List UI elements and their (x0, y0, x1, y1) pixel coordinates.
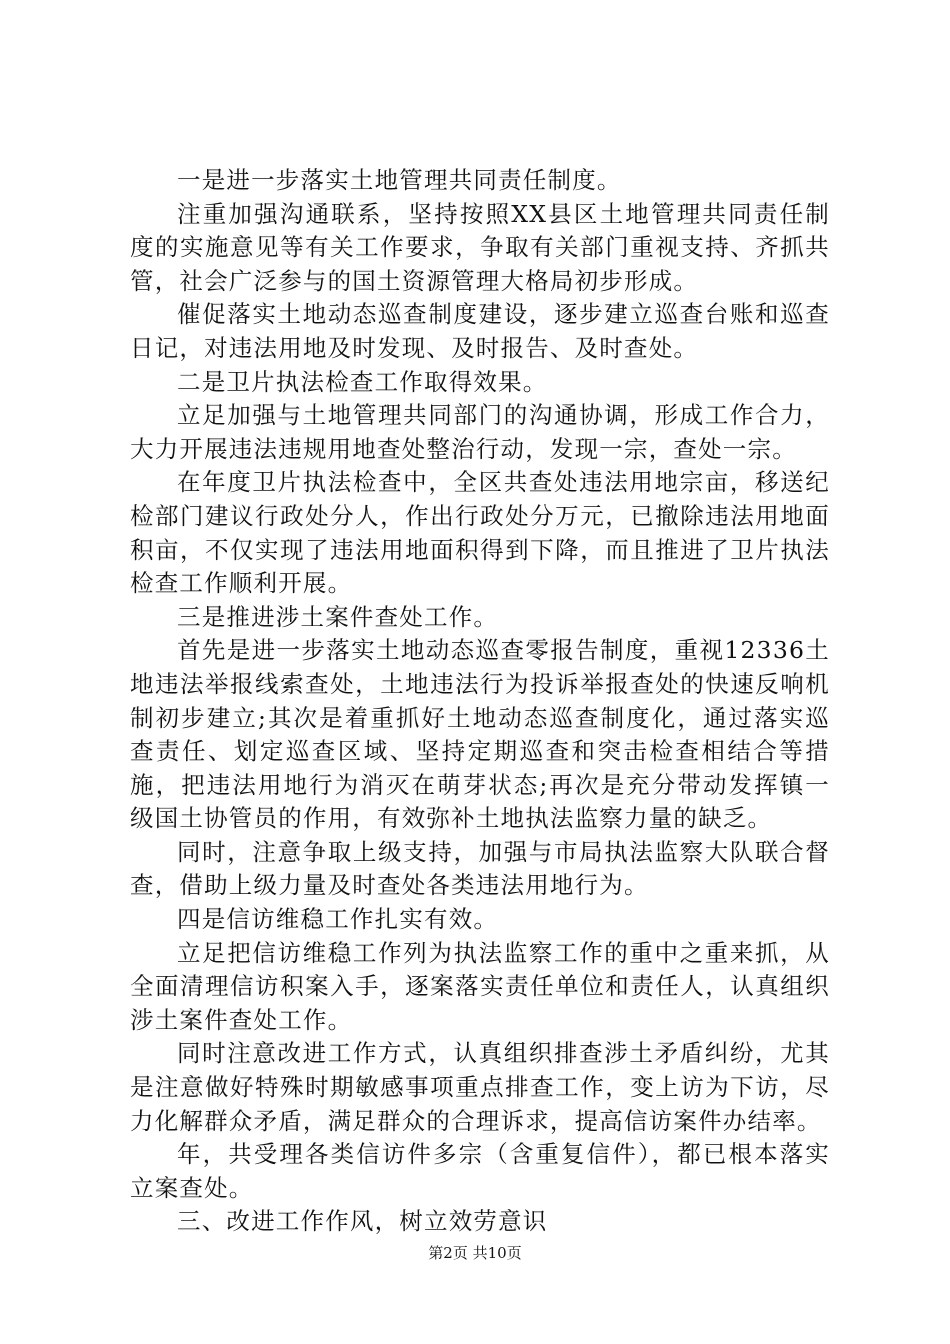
paragraph: 立足把信访维稳工作列为执法监察工作的重中之重来抓，从全面清理信访积案入手，逐案落实责任单位和责任人，认真组织涉土案件查处工作。 (130, 938, 830, 1034)
paragraph: 立足加强与土地管理共同部门的沟通协调，形成工作合力，大力开展违法违规用地查处整治行动，发现一宗，查处一宗。 (130, 401, 830, 463)
paragraph: 同时注意改进工作方式，认真组织排查涉土矛盾纠纷，尤其是注意做好特殊时期敏感事项重点排查工作，变上访为下访，尽力化解群众矛盾，满足群众的合理诉求，提高信访案件办结率。 (130, 1039, 830, 1135)
paragraph: 年，共受理各类信访件多宗（含重复信件），都已根本落实立案查处。 (130, 1140, 830, 1202)
page-number-footer: 第2页 共10页 (428, 1244, 522, 1262)
paragraph: 首先是进一步落实土地动态巡查零报告制度，重视12336土地违法举报线索查处，土地违法行为投诉举报查处的快速反响机制初步建立;其次是着重抓好土地动态巡查制度化，通过落实巡查责任、划定巡查区域、坚持定期巡查和突击检查相结合等措施，把违法用地行为消灭在萌芽状态;再次是充分带动发挥镇一级国土协管员的作用，有效弥补土地执法监察力量的缺乏。 (130, 636, 830, 833)
paragraph: 注重加强沟通联系，坚持按照XX县区土地管理共同责任制度的实施意见等有关工作要求，争取有关部门重视支持、齐抓共管，社会广泛参与的国土资源管理大格局初步形成。 (130, 199, 830, 295)
paragraph: 二是卫片执法检查工作取得效果。 (177, 367, 548, 396)
document-body (130, 164, 830, 1239)
paragraph: 同时，注意争取上级支持，加强与市局执法监察大队联合督查，借助上级力量及时查处各类违法用地行为。 (130, 837, 830, 900)
paragraph: 催促落实土地动态巡查制度建设，逐步建立巡查台账和巡查日记，对违法用地及时发现、及时报告、及时查处。 (130, 300, 830, 362)
paragraph: 四是信访维稳工作扎实有效。 (177, 905, 499, 934)
paragraph: 一是进一步落实土地管理共同责任制度。 (177, 166, 622, 194)
paragraph: 三是推进涉土案件查处工作。 (177, 602, 499, 631)
section-heading: 三、改进工作作风，树立效劳意识 (177, 1207, 548, 1236)
paragraph: 在年度卫片执法检查中，全区共查处违法用地宗亩，移送纪检部门建议行政处分人，作出行政处分万元，已撤除违法用地面积亩，不仅实现了违法用地面积得到下降，而且推进了卫片执法检查工作顺利开展。 (130, 468, 830, 598)
